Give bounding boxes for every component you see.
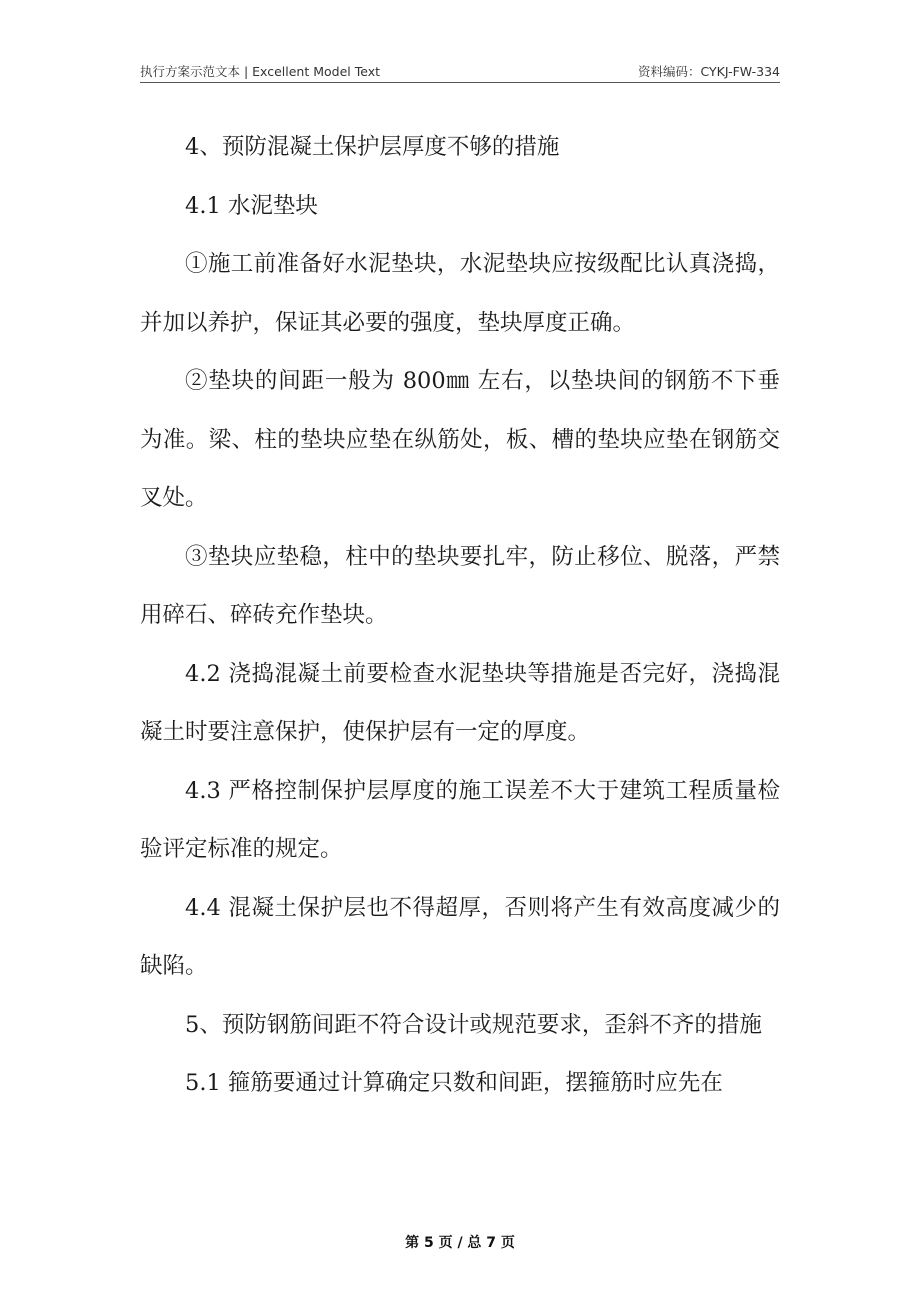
paragraph-4-4: 4.4 混凝土保护层也不得超厚，否则将产生有效高度减少的缺陷。 <box>140 894 780 979</box>
paragraph-5-1: 5.1 箍筋要通过计算确定只数和间距，摆箍筋时应先在 <box>185 1070 723 1096</box>
document-code: 资料编码：CYKJ-FW-334 <box>637 64 780 79</box>
paragraph-item-2: ②垫块的间距一般为 800㎜ 左右，以垫块间的钢筋不下垂为准。梁、柱的垫块应垫在纵筋处，板、槽的垫块应垫在钢筋交叉处。 <box>140 368 780 511</box>
header-title: 执行方案示范文本 | Excellent Model Text <box>140 64 381 79</box>
paragraph-item-3: ③垫块应垫稳，柱中的垫块要扎牢，防止移位、脱落，严禁用碎石、碎砖充作垫块。 <box>140 543 780 628</box>
header-divider <box>140 82 780 83</box>
document-body <box>140 118 780 1113</box>
paragraph-4-3: 4.3 严格控制保护层厚度的施工误差不大于建筑工程质量检验评定标准的规定。 <box>140 777 780 862</box>
subsection-heading-4-1: 4.1 水泥垫块 <box>185 192 318 219</box>
section-heading-4: 4、预防混凝土保护层厚度不够的措施 <box>185 134 560 160</box>
paragraph-4-2: 4.2 浇捣混凝土前要检查水泥垫块等措施是否完好，浇捣混凝土时要注意保护，使保护层有一定的厚度。 <box>140 660 780 745</box>
paragraph-item-1: ①施工前准备好水泥垫块，水泥垫块应按级配比认真浇捣，并加以养护，保证其必要的强度，垫块厚度正确。 <box>140 251 780 336</box>
page-number: 第 5 页 / 总 7 页 <box>405 1235 515 1251</box>
page-header <box>140 62 780 82</box>
section-heading-5: 5、预防钢筋间距不符合设计或规范要求，歪斜不齐的措施 <box>185 1011 762 1038</box>
